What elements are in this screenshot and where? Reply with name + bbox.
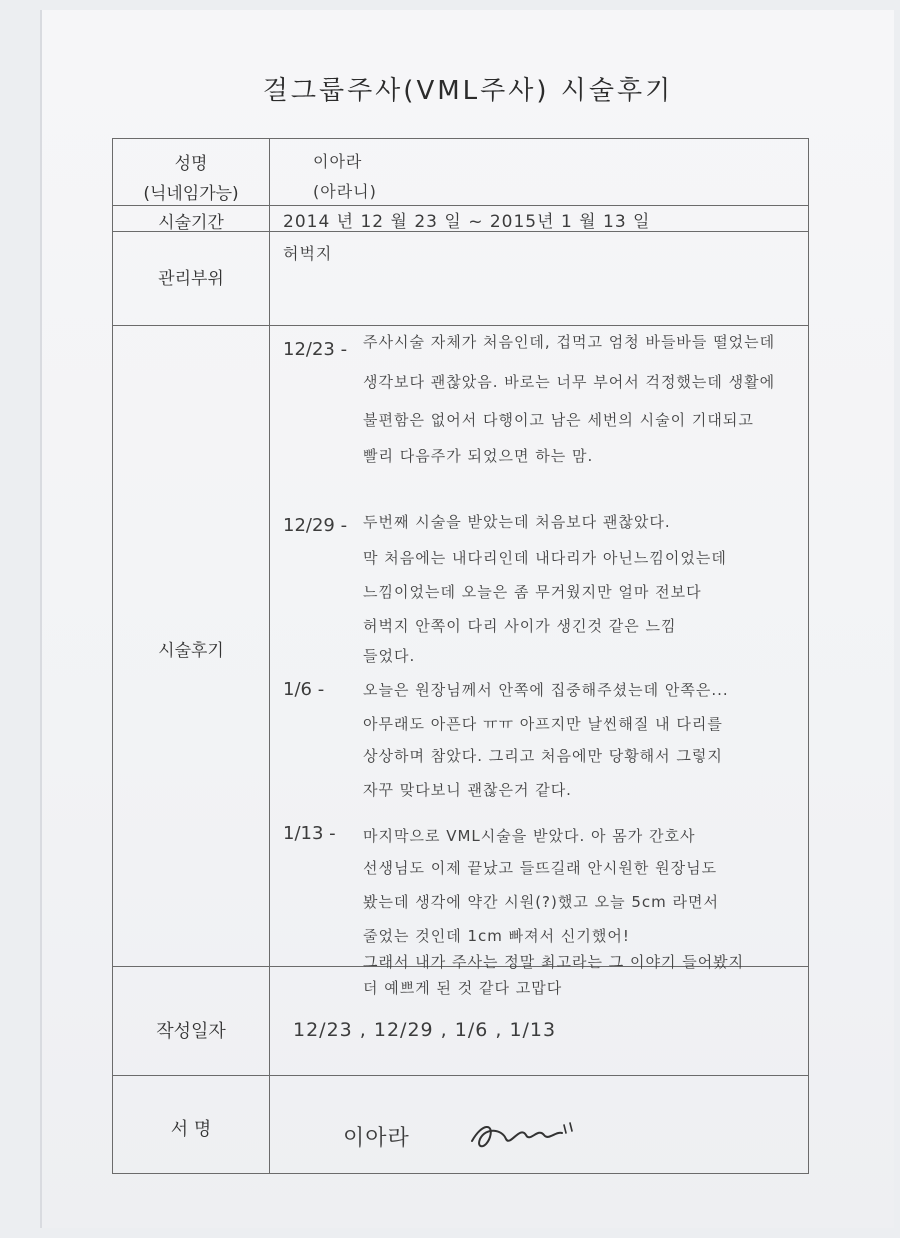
entry-line: 더 예쁘게 된 것 같다 고맙다 — [363, 979, 563, 997]
row-divider — [113, 325, 808, 326]
period-value: 2014 년 12 월 23 일 ~ 2015년 1 월 13 일 — [283, 212, 651, 232]
entry-date: 1/13 - — [283, 823, 336, 844]
entry-line: 마지막으로 VML시술을 받았다. 아 몸가 간호사 — [363, 827, 696, 845]
entry-line: 두번째 시술을 받았는데 처음보다 괜찮았다. — [363, 513, 671, 531]
area-value: 허벅지 — [283, 244, 333, 263]
review-form — [112, 138, 809, 1174]
entry-date: 12/29 - — [283, 515, 348, 536]
entry-line: 느낌이었는데 오늘은 좀 무거웠지만 얼마 전보다 — [363, 583, 702, 601]
entry-line: 허벅지 안쪽이 다리 사이가 생긴것 같은 느낌 — [363, 617, 677, 635]
nickname-value: (아라니) — [313, 182, 377, 201]
signature-scribble — [468, 1119, 578, 1155]
nickname-label: (닉네임가능) — [143, 184, 239, 204]
entry-line: 아무래도 아픈다 ㅠㅠ 아프지만 날씬해질 내 다리를 — [363, 715, 723, 733]
entry-date: 1/6 - — [283, 679, 325, 700]
row-divider — [113, 205, 808, 206]
entry-line: 줄었는 것인데 1cm 빠져서 신기했어! — [363, 927, 630, 945]
row-divider — [113, 1075, 808, 1076]
review-label: 시술후기 — [158, 641, 224, 661]
entry-date: 12/23 - — [283, 339, 348, 360]
entry-line: 자꾸 맞다보니 괜찮은거 같다. — [363, 781, 572, 799]
document-title: 걸그룹주사(VML주사) 시술후기 — [262, 76, 674, 106]
date-value: 12/23 , 12/29 , 1/6 , 1/13 — [293, 1019, 557, 1041]
entry-line: 주사시술 자체가 처음인데, 겁먹고 엄청 바들바들 떨었는데 — [363, 333, 776, 351]
entry-line: 그래서 내가 주사는 정말 최고라는 그 이야기 들어봤지 — [363, 953, 745, 971]
column-divider — [269, 139, 270, 1173]
date-label: 작성일자 — [156, 1021, 226, 1042]
entry-line: 불편함은 없어서 다행이고 남은 세번의 시술이 기대되고 — [363, 411, 754, 429]
entry-line: 선생님도 이제 끝났고 들뜨길래 안시원한 원장님도 — [363, 859, 718, 877]
entry-line: 빨리 다음주가 되었으면 하는 맘. — [363, 447, 594, 465]
entry-line: 들었다. — [363, 647, 416, 665]
entry-line: 생각보다 괜찮았음. 바로는 너무 부어서 걱정했는데 생활에 — [363, 373, 776, 391]
entry-line: 오늘은 원장님께서 안쪽에 집중해주셨는데 안쪽은... — [363, 681, 729, 699]
signature-label: 서 명 — [170, 1119, 212, 1140]
entry-line: 봤는데 생각에 약간 시원(?)했고 오늘 5cm 라면서 — [363, 893, 720, 911]
signature-name: 이아라 — [343, 1126, 410, 1151]
entry-line: 막 처음에는 내다리인데 내다리가 아닌느낌이었는데 — [363, 549, 727, 567]
name-label: 성명 — [174, 154, 208, 174]
period-label: 시술기간 — [158, 213, 224, 233]
name-value: 이아라 — [313, 152, 363, 171]
entry-line: 상상하며 참았다. 그리고 처음에만 당황해서 그렇지 — [363, 747, 723, 765]
area-label: 관리부위 — [158, 269, 224, 289]
